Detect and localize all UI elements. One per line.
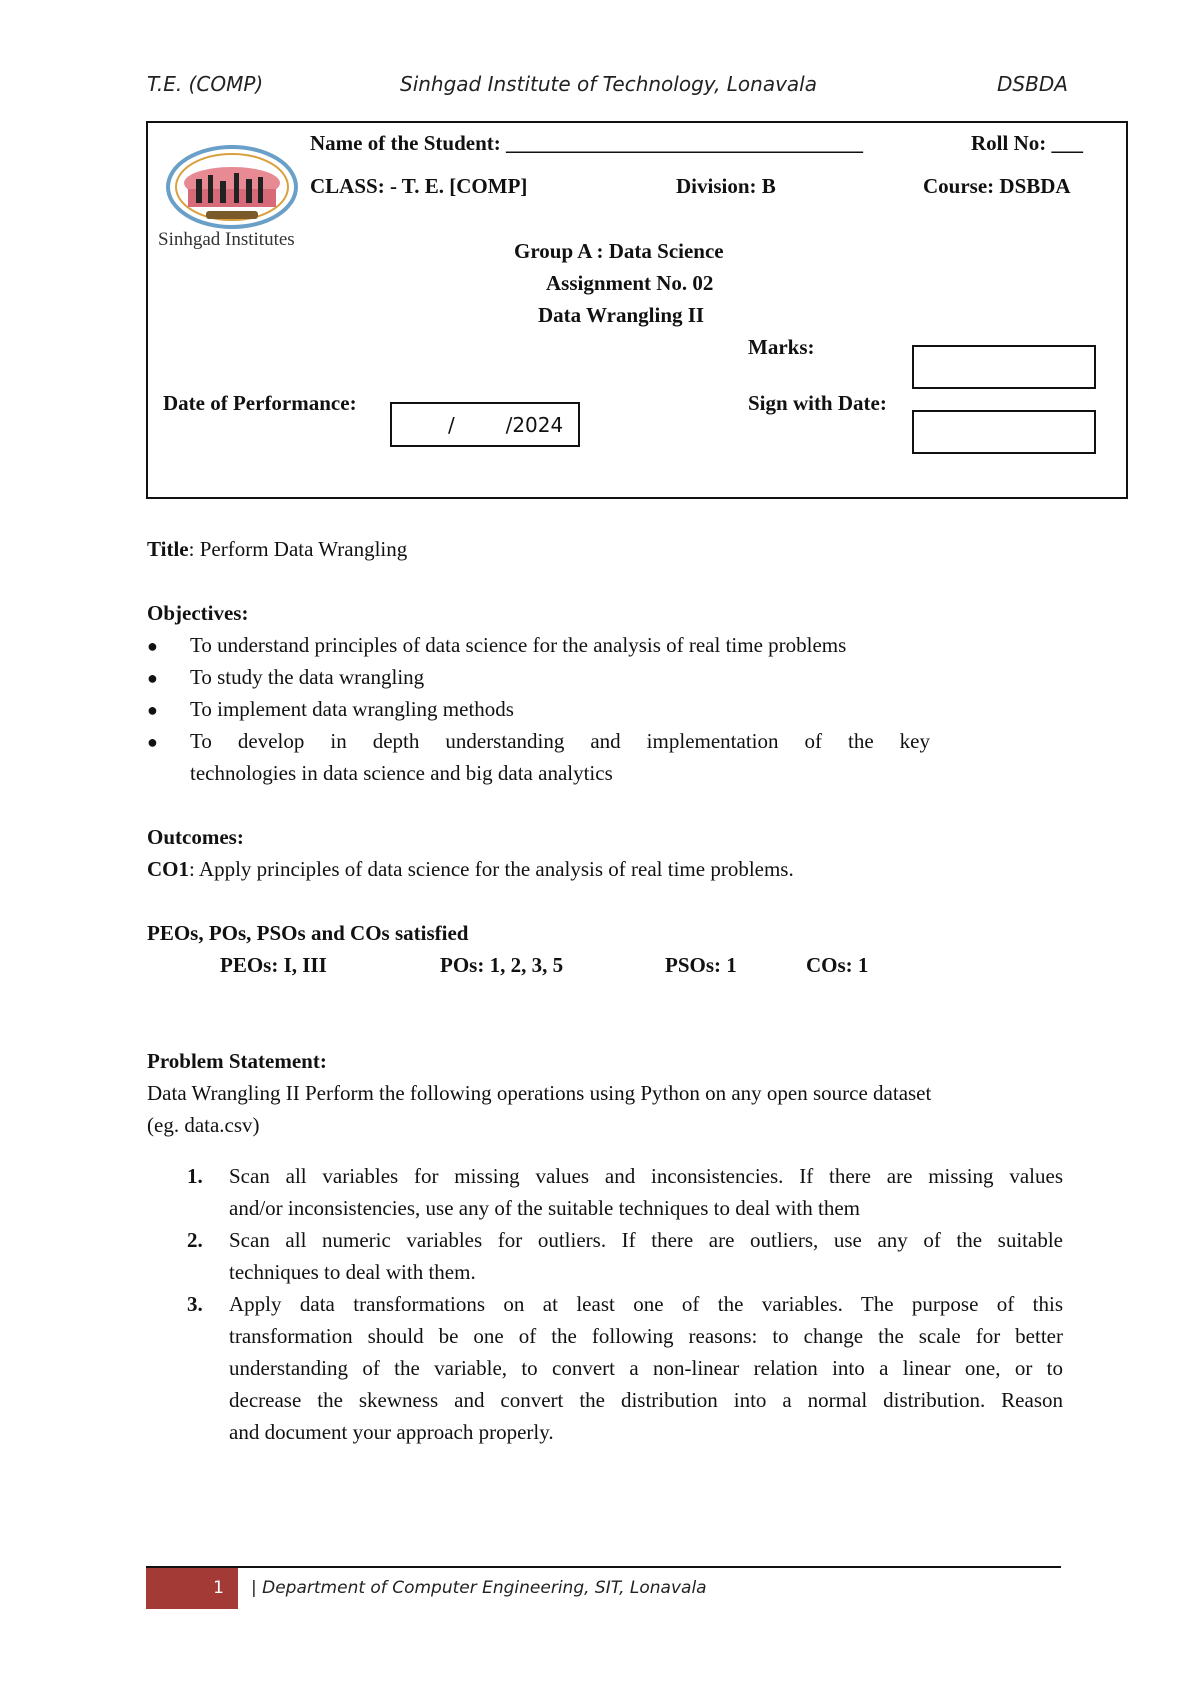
marks-box[interactable] <box>912 345 1096 389</box>
item-3-line-5: and document your approach properly. <box>229 1420 554 1444</box>
pos-value: POs: 1, 2, 3, 5 <box>440 953 564 977</box>
title-line <box>147 537 407 562</box>
title-text: : Perform Data Wrangling <box>188 537 408 561</box>
bullet-icon: ● <box>147 668 158 688</box>
list-item <box>147 729 190 754</box>
class-label: CLASS: - T. E. [COMP] <box>310 174 528 198</box>
sign-with-date-label: Sign with Date: <box>748 391 887 415</box>
item-2-line-2: techniques to deal with them. <box>229 1260 476 1284</box>
item-1-line-1: Scan all variables for missing values and inconsistencies. If there are missing values <box>229 1164 1063 1188</box>
bullet-icon: ● <box>147 732 158 752</box>
item-number: 1. <box>187 1164 203 1188</box>
problem-intro-line-2: (eg. data.csv) <box>147 1113 260 1137</box>
cover-box <box>146 121 1128 499</box>
list-item: ● To implement data wrangling methods <box>147 697 514 721</box>
problem-intro-line-1: Data Wrangling II Perform the following operations using Python on any open source dataset <box>147 1081 932 1105</box>
psos-value: PSOs: 1 <box>665 953 737 977</box>
group-heading: Group A : Data Science <box>514 239 724 263</box>
footer-rule <box>146 1566 1061 1568</box>
roll-no-label: Roll No: ___ <box>971 131 1083 155</box>
course-label: Course: DSBDA <box>923 174 1071 198</box>
list-item: ● To study the data wrangling <box>147 665 425 689</box>
peos-value: PEOs: I, III <box>220 953 327 977</box>
item-2-line-1: Scan all numeric variables for outliers. If there are outliers, use any of the suitable <box>229 1228 1063 1252</box>
outcomes-heading: Outcomes: <box>147 825 244 849</box>
outcome-co1: CO1: Apply principles of data science for the analysis of real time problems. <box>147 857 794 881</box>
student-name-label: Name of the Student: __________________________________ <box>310 131 863 155</box>
logo-caption: Sinhgad Institutes <box>158 229 295 250</box>
list-item: ● To understand principles of data science for the analysis of real time problems <box>147 633 847 657</box>
header-left: T.E. (COMP) <box>147 72 264 96</box>
bullet-icon: ● <box>147 636 158 656</box>
header-right: DSBDA <box>997 72 1068 96</box>
header-center: Sinhgad Institute of Technology, Lonavala <box>400 72 817 96</box>
footer-text: | Department of Computer Engineering, SIT, Lonavala <box>251 1578 707 1598</box>
title-label: Title <box>147 537 189 561</box>
assignment-number: Assignment No. 02 <box>546 271 714 295</box>
item-1-line-2: and/or inconsistencies, use any of the suitable techniques to deal with them <box>229 1196 861 1220</box>
objective-4-line-1: To develop in depth understanding and implementation of the key <box>190 729 930 753</box>
marks-label: Marks: <box>748 335 815 359</box>
item-3-line-4: decrease the skewness and convert the distribution into a normal distribution. Reason <box>229 1388 1063 1412</box>
date-box[interactable] <box>390 402 580 447</box>
item-3-line-2: transformation should be one of the following reasons: to change the scale for better <box>229 1324 1063 1348</box>
objectives-heading: Objectives: <box>147 601 249 625</box>
bullet-icon: ● <box>147 700 158 720</box>
cos-value: COs: 1 <box>806 953 869 977</box>
item-3-line-1: Apply data transformations on at least one of the variables. The purpose of this <box>229 1292 1063 1316</box>
objective-4-line-2: technologies in data science and big data analytics <box>190 761 613 785</box>
date-value: / /2024 <box>448 413 564 437</box>
problem-heading: Problem Statement: <box>147 1049 327 1073</box>
division-label: Division: B <box>676 174 776 198</box>
satisfied-heading: PEOs, POs, PSOs and COs satisfied <box>147 921 469 945</box>
sign-box[interactable] <box>912 410 1096 454</box>
assignment-topic: Data Wrangling II <box>538 303 705 327</box>
item-3-line-3: understanding of the variable, to convert a non-linear relation into a linear one, or to <box>229 1356 1063 1380</box>
page-number: 1 <box>146 1568 238 1609</box>
date-of-performance-label: Date of Performance: <box>163 391 357 415</box>
item-number: 3. <box>187 1292 203 1316</box>
item-number: 2. <box>187 1228 203 1252</box>
